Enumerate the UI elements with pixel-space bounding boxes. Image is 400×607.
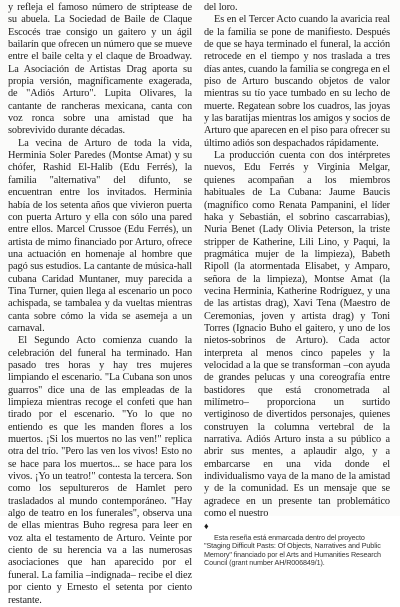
footnote: Esta reseña está enmarcada dentro del proyecto "Staging Difficult Pasts: Of Objects, Narratives and Public Memory" financiado por el Arts and Humanities Research Council (grant number AH/R006849/1). bbox=[204, 532, 381, 567]
left-text-column bbox=[8, 2, 192, 606]
paragraph: Es en el Tercer Acto cuando la avaricia real de la familia se pone de manifiesto. Después de que se haya terminado el funeral, la acción retrocede en el tiempo y nos traslada a tres días antes, cuando la familia se congrega en el piso de Arturo buscando objetos de valor mientras su tío yace tumbado en su lecho de muerte. Regatean sobre los cuadros, las joyas y las baratijas mientras los amigos y socios de Arturo que aparecen en el piso para ofrecer su último adiós son despachados rápidamente. bbox=[204, 14, 390, 149]
paragraph: y refleja el famoso número de striptease de su abuela. La Sociedad de Baile de Claque Escocés trae consigo un gaitero y un ágil bailarín que ofrecen un número que se mueve entre el baile celta y el claque de Broadway. La Asociación de Artistas Drag aporta su propia versión, magníficamente exagerada, de "Adiós Arturo". Lupita Olivares, la cantante de rancheras mexicana, canta con voz ronca sobre una amistad que ha sobrevivido durante décadas. bbox=[8, 2, 192, 137]
paragraph: del loro. bbox=[204, 2, 238, 13]
paragraph: La producción cuenta con dos intérpretes nuevos, Edu Ferrés y Virginia Melgar, quienes acompañan a los miembros habituales de La Cubana: Jaume Baucis (magnífico como Renata Pampanini, el líder haka y Sebastián, el sobrino cascarrabias), Nuria Benet (Lady Olivia Peterson, la triste stripper de Katherine, Lili Lino, y Paqui, la pragmática mujer de la limpieza), Babeth Ripoll (la atormentada Elisabet, y Amparo, señora de la limpieza), Montse Amat (la vecina Herminia, Katherine Rodríguez, y una de las artistas drag), Xavi Tena (Maestro de Ceremonias, joven y artista drag) y Toni Torres (Ignacio Buho el gaitero, y uno de los nietos-sobrinos de Arturo). Cada actor interpreta al menos cinco papeles y la velocidad a la que se transforman –con ayuda de grandes pelucas y una coreografía entre bastidores que está cronometrada al milímetro– proporciona un surtido vertiginoso de divertidos personajes, quienes construyen la columna vertebral de la narrativa. Adiós Arturo insta a su público a abrir sus mentes, a aplaudir algo, y a embarcarse en una vida donde el individualismo vaya de la mano de la amistad y de la comunidad. Es un mensaje que se agradece en un presente tan problemático como el nuestro bbox=[204, 150, 390, 520]
end-mark-icon: ♦ bbox=[204, 521, 209, 532]
paragraph-continuation bbox=[204, 520, 390, 533]
paragraph: El Segundo Acto comienza cuando la celebración del funeral ha terminado. Han pasado tres horas y hay tres mujeres limpiando el escenario. "La Cubana son unos guarros" dice una de las empleadas de la limpieza mientras recoge el confeti que han tirado por el escenario. "Yo lo que no entiendo es que les manden flores a los muertos. ¡Si los muertos no las ven!" replica otra del trío. "Pero las ven los vivos! Esto no se hace para los muertos... se hace para los vivos. ¡Yo un teatro!" contesta la tercera. Son como los sepultureros de Hamlet pero trasladados al mundo contemporáneo. "Hay algo de teatro en los funerales", observa una de ellas mientras Buho regresa para leer en voz alta el testamento de Arturo. Veinte por ciento de su herencia va a las numerosas asociaciones que han aparecido por el funeral. La familia –indignada– recibe el diez por ciento y Ernesto el setenta por ciento restante. bbox=[8, 335, 192, 606]
right-text-column bbox=[204, 2, 390, 567]
paragraph: La vecina de Arturo de toda la vida, Herminia Soler Paredes (Montse Amat) y su chófer, Rashid El-Halib (Edu Ferrés), la familia "alternativa" del difunto, se encuentran entre los invitados. Herminia había de los setenta años que vivieron puerta con puerta Arturo y ella con sólo una pared entre ellos. Marcel Crussoe (Edu Ferrés), un artista de mimo financiado por Arturo, ofrece una actuación en homenaje al hombre que pagó sus estudios. La cantante de música-hall cubana Caridad Muntaner, muy parecida a Tina Turner, quien llega al escenario un poco achispada, se tambalea y da vueltas mientras canta sobre cómo la vida se asemeja a un carnaval. bbox=[8, 137, 192, 334]
